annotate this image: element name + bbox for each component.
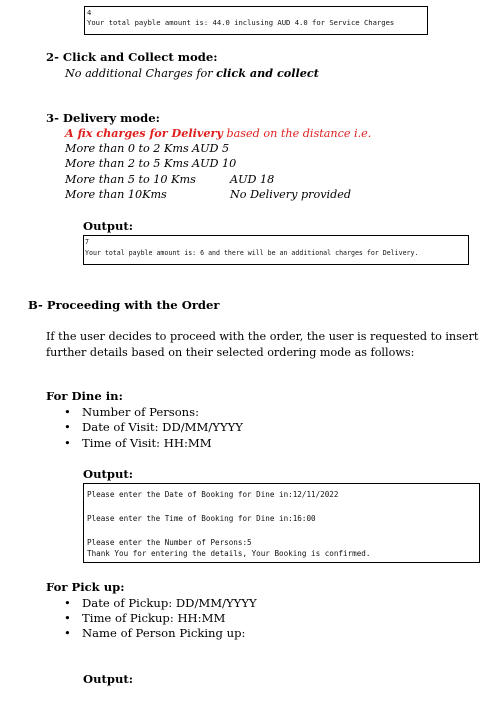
list-item-text: Name of Person Picking up: <box>82 626 246 640</box>
list-item-text: Time of Visit: HH:MM <box>82 436 212 450</box>
pick-up-list-item <box>64 626 245 640</box>
console-line: Your total payble amount is: 6 and there will be an additional charges for Delivery. <box>85 249 419 257</box>
console-line: Please enter the Number of Persons:5 <box>87 538 252 547</box>
delivery-note-rest: based on the distance i.e. <box>222 127 372 140</box>
dine-in-heading: For Dine in: <box>46 389 123 403</box>
dine-in-list-item <box>64 405 199 419</box>
console-line: Your total payble amount is: 44.0 inclusing AUD 4.0 for Service Charges <box>87 18 395 27</box>
bullet-icon: • <box>64 420 71 434</box>
click-collect-emphasis: click and collect <box>216 66 319 80</box>
click-collect-heading: 2- Click and Collect mode: <box>46 50 218 64</box>
delivery-range: More than 0 to 2 Kms <box>65 142 189 155</box>
pick-up-heading: For Pick up: <box>46 580 125 594</box>
dine-in-console <box>83 483 480 563</box>
list-item-text: Date of Pickup: DD/MM/YYYY <box>82 596 257 610</box>
delivery-charge: No Delivery provided <box>230 188 352 201</box>
list-item-text: Number of Persons: <box>82 405 200 419</box>
delivery-range: More than 10Kms <box>65 188 167 201</box>
click-collect-desc <box>65 66 319 80</box>
console-line: Thank You for entering the details, Your Booking is confirmed. <box>87 549 371 558</box>
delivery-range: More than 2 to 5 Kms <box>65 157 189 170</box>
delivery-output-label: Output: <box>83 219 134 233</box>
section-b-paragraph-line: If the user decides to proceed with the order, the user is requested to insert <box>46 330 479 343</box>
delivery-heading: 3- Delivery mode: <box>46 111 160 125</box>
dine-in-list-item <box>64 420 243 434</box>
console-line: 7 <box>85 238 89 246</box>
click-collect-desc-text: No additional Charges for <box>65 67 217 80</box>
delivery-note-red: A fix charges for Delivery <box>65 126 223 140</box>
list-item-text: Date of Visit: DD/MM/YYYY <box>82 420 243 434</box>
section-b-paragraph-line: further details based on their selected ordering mode as follows: <box>46 346 415 359</box>
console-line: Please enter the Date of Booking for Dine in:12/11/2022 <box>87 490 339 499</box>
delivery-charge: AUD 18 <box>230 173 275 186</box>
bullet-icon: • <box>64 596 71 610</box>
bullet-icon: • <box>64 405 71 419</box>
pick-up-list-item <box>64 596 257 610</box>
delivery-console <box>83 235 469 265</box>
delivery-charge: AUD 10 <box>192 157 237 170</box>
delivery-charge: AUD 5 <box>192 142 230 155</box>
bullet-icon: • <box>64 626 71 640</box>
list-item-text: Time of Pickup: HH:MM <box>82 611 226 625</box>
section-b-heading: B- Proceeding with the Order <box>28 298 220 312</box>
dine-in-list-item <box>64 436 212 450</box>
delivery-range: More than 5 to 10 Kms <box>65 173 196 186</box>
pick-up-output-label: Output: <box>83 672 134 686</box>
pick-up-list-item <box>64 611 225 625</box>
dine-in-output-label: Output: <box>83 467 134 481</box>
console-line: Please enter the Time of Booking for Dine in:16:00 <box>87 514 316 523</box>
bullet-icon: • <box>64 436 71 450</box>
bullet-icon: • <box>64 611 71 625</box>
service-charge-console <box>84 6 428 35</box>
console-line: 4 <box>87 8 92 17</box>
delivery-note <box>65 126 371 140</box>
